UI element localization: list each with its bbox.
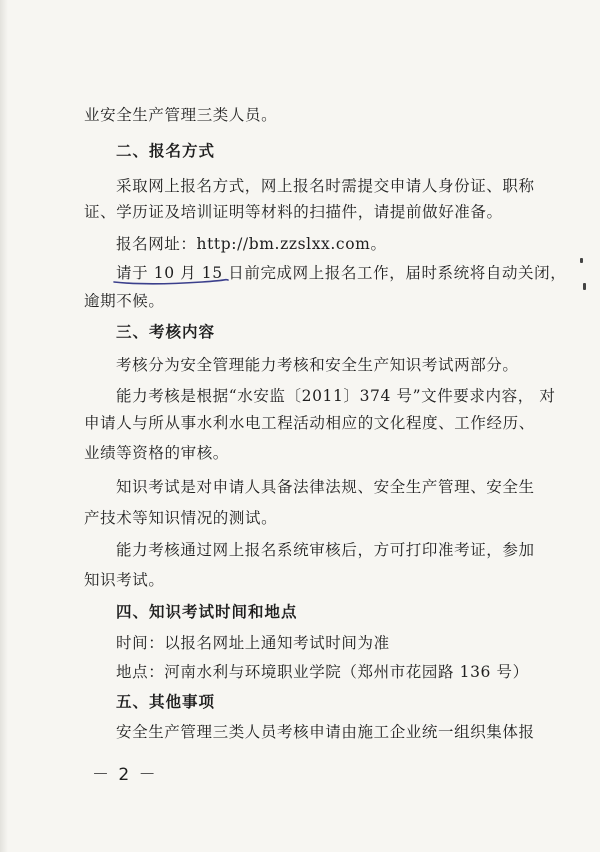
section-heading-exam-time-place: 四、知识考试时间和地点	[116, 603, 298, 621]
text-line: 证、学历证及培训证明等材料的扫描件，请提前做好准备。	[84, 203, 503, 221]
text-line: 逾期不候。	[84, 292, 165, 310]
page-number: － 2 －	[92, 765, 158, 785]
registration-url-line: 报名网址：http://bm.zzslxx.com。	[116, 235, 387, 253]
text-line: 产技术等知识情况的测试。	[84, 509, 278, 527]
deadline-line: 请于 10 月 15 日前完成网上报名工作，届时系统将自动关闭，	[116, 264, 567, 282]
text-line: 业安全生产管理三类人员。	[84, 106, 278, 124]
exam-time-line: 时间：以报名网址上通知考试时间为准	[116, 634, 390, 652]
section-heading-registration: 二、报名方式	[116, 142, 216, 160]
text-line: 知识考试。	[84, 571, 165, 589]
text-line: 能力考核通过网上报名系统审核后，方可打印准考证，参加	[116, 541, 535, 559]
section-heading-assessment: 三、考核内容	[116, 323, 216, 341]
text-line: 知识考试是对申请人具备法律法规、安全生产管理、安全生	[116, 478, 535, 496]
scan-speck	[580, 258, 583, 263]
scan-speck	[583, 283, 586, 290]
scan-edge-shadow	[0, 0, 8, 852]
text-line: 业绩等资格的审核。	[84, 444, 229, 462]
handwritten-underline	[112, 276, 230, 288]
exam-location-line: 地点：河南水利与环境职业学院（郑州市花园路 136 号）	[116, 663, 529, 681]
text-line: 申请人与所从事水利水电工程活动相应的文化程度、工作经历、	[84, 414, 535, 432]
section-heading-other: 五、其他事项	[116, 693, 216, 711]
text-line: 能力考核是根据“水安监〔2011〕374 号”文件要求内容， 对	[116, 387, 556, 405]
text-line: 安全生产管理三类人员考核申请由施工企业统一组织集体报	[116, 723, 535, 741]
text-line: 考核分为安全管理能力考核和安全生产知识考试两部分。	[116, 356, 519, 374]
text-line: 采取网上报名方式，网上报名时需提交申请人身份证、职称	[116, 177, 535, 195]
